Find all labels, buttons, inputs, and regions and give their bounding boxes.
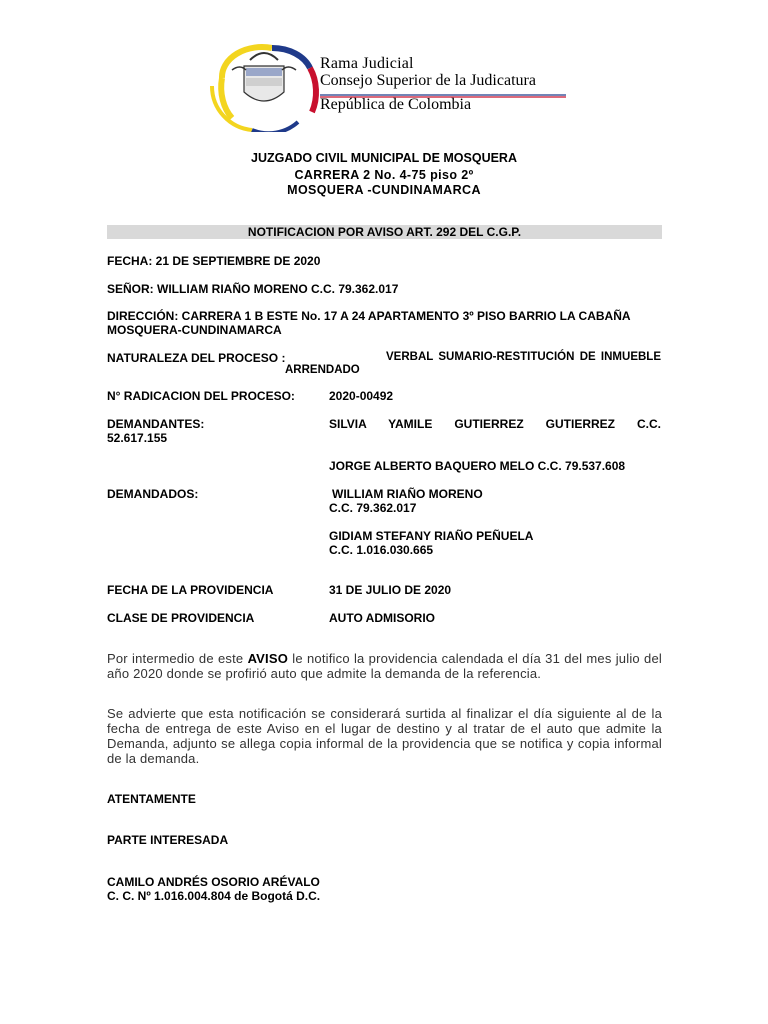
plaintiff-1: SILVIA YAMILE GUTIERREZ GUTIERREZ C.C.	[329, 417, 661, 431]
notice-title: NOTIFICACION POR AVISO ART. 292 DEL C.G.P.	[247, 225, 522, 239]
notice-paragraph-1	[107, 651, 662, 681]
ruling-type-value: AUTO ADMISORIO	[329, 611, 436, 625]
court-city: MOSQUERA -CUNDINAMARCA	[287, 183, 481, 197]
notice-paragraph-2: Se advierte que esta notificación se considerará surtida al finalizar el día siguiente al de la fecha de entrega de este Aviso en el lugar de destino y al tratar de el auto que admite la Demanda, adjunto se allega copia informal de la providencia que se notifica y copia informal de la demanda.	[107, 706, 662, 766]
letterhead-line-1: Rama Judicial	[320, 55, 414, 72]
letterhead-line-2: Consejo Superior de la Judicatura	[320, 72, 536, 89]
filing-number-label: N° RADICACION DEL PROCESO:	[107, 389, 295, 403]
process-nature-value-2: ARRENDADO	[285, 364, 360, 376]
process-nature-label: NATURALEZA DEL PROCESO :	[107, 351, 286, 365]
paragraph-1-end: le notifico la providencia calendada el día 31 del mes julio del año 2020 donde se profirió auto que admite la demanda de la referencia.	[107, 651, 662, 681]
closing-text: ATENTAMENTE	[107, 792, 196, 806]
letterhead-line-3: República de Colombia	[320, 96, 472, 113]
court-address: CARRERA 2 No. 4-75 piso 2º	[294, 168, 474, 182]
address-line-1: DIRECCIÓN: CARRERA 1 B ESTE No. 17 A 24 APARTAMENTO 3º PISO BARRIO LA CABAÑA	[107, 309, 631, 323]
plaintiffs-label: DEMANDANTES:	[107, 417, 205, 431]
paragraph-1-start: Por intermedio de este	[107, 651, 248, 666]
signer-id: C. C. Nº 1.016.004.804 de Bogotá D.C.	[107, 889, 321, 903]
process-nature-value: VERBAL SUMARIO-RESTITUCIÓN DE INMUEBLE	[386, 351, 661, 363]
plaintiff-2: JORGE ALBERTO BAQUERO MELO C.C. 79.537.608	[329, 459, 626, 473]
party-text: PARTE INTERESADA	[107, 833, 229, 847]
filing-number-value: 2020-00492	[329, 389, 394, 403]
defendant-2-name: GIDIAM STEFANY RIAÑO PEÑUELA	[329, 529, 534, 543]
signer-name: CAMILO ANDRÉS OSORIO ARÉVALO	[107, 875, 320, 889]
ruling-date-label: FECHA DE LA PROVIDENCIA	[107, 583, 274, 597]
defendants-label: DEMANDADOS:	[107, 487, 199, 501]
defendant-2-id: C.C. 1.016.030.665	[329, 543, 434, 557]
ruling-type-label: CLASE DE PROVIDENCIA	[107, 611, 255, 625]
defendant-1-name: WILLIAM RIAÑO MORENO	[332, 487, 483, 501]
address-line-2: MOSQUERA-CUNDINAMARCA	[107, 323, 282, 337]
date-field: FECHA: 21 DE SEPTIEMBRE DE 2020	[107, 254, 321, 268]
paragraph-1-emphasis: AVISO	[247, 651, 289, 666]
ruling-date-value: 31 DE JULIO DE 2020	[329, 583, 452, 597]
plaintiff-1-id: 52.617.155	[107, 431, 168, 445]
court-name: JUZGADO CIVIL MUNICIPAL DE MOSQUERA	[251, 151, 517, 165]
recipient-field: SEÑOR: WILLIAM RIAÑO MORENO C.C. 79.362.017	[107, 282, 399, 296]
defendant-1-id: C.C. 79.362.017	[329, 501, 417, 515]
